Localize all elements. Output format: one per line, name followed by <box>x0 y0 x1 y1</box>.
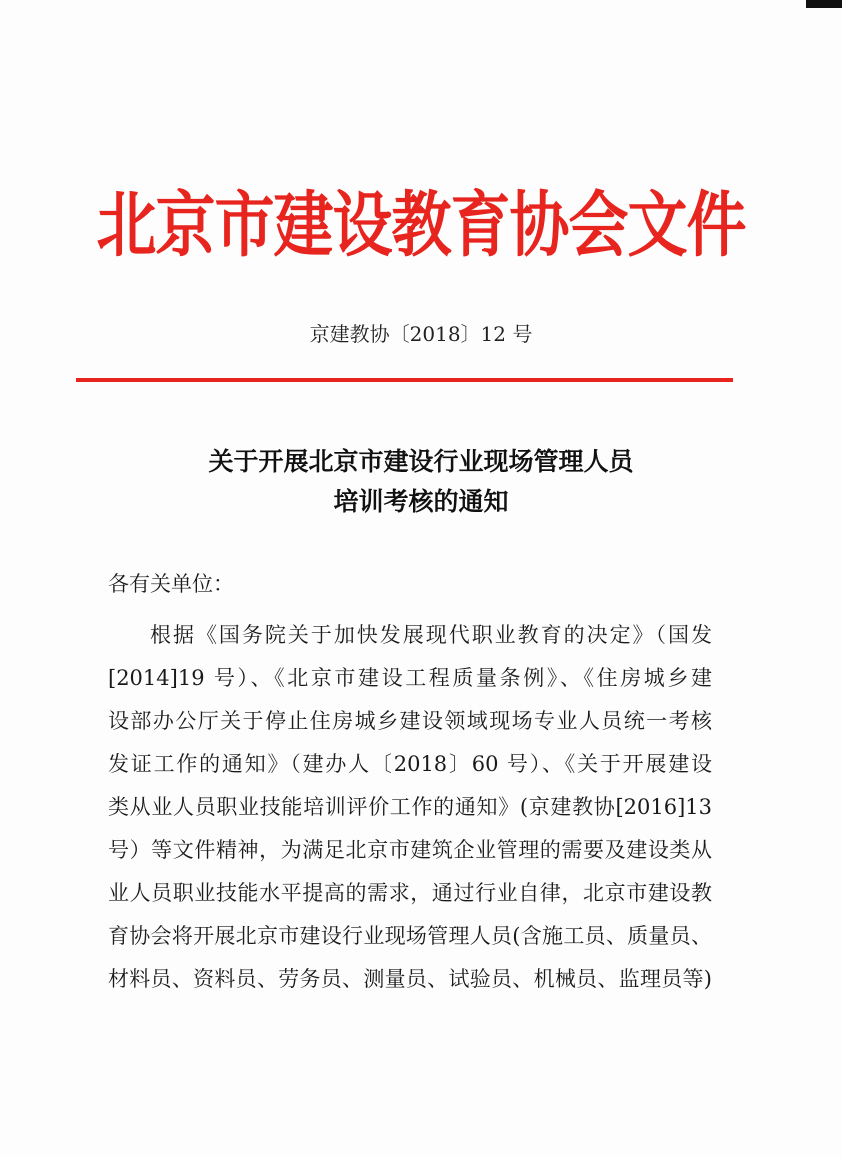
body-paragraph-line: 业人员职业技能水平提高的需求，通过行业自律，北京市建设教 <box>108 881 712 905</box>
body-paragraph-line: 号）等文件精神，为满足北京市建筑企业管理的需要及建设类从 <box>108 838 712 862</box>
red-divider-line <box>76 378 733 382</box>
body-paragraph-line: 发证工作的通知》（建办人〔2018〕60 号）、《关于开展建设 <box>108 752 712 776</box>
document-number: 京建教协〔2018〕12 号 <box>309 322 533 346</box>
body-paragraph-line: 类从业人员职业技能培训评价工作的通知》(京建教协[2016]13 <box>108 795 712 819</box>
salutation: 各有关单位： <box>108 572 234 596</box>
scan-edge-mark <box>806 0 842 8</box>
document-header-title: 北京市建设教育协会文件 <box>96 184 746 268</box>
body-paragraph-line: 材料员、资料员、劳务员、测量员、试验员、机械员、监理员等) <box>108 967 712 991</box>
notice-title-line-1: 关于开展北京市建设行业现场管理人员 <box>208 447 634 476</box>
body-paragraph-line: [2014]19 号）、《北京市建设工程质量条例》、《住房城乡建 <box>108 666 712 690</box>
notice-title-line-2: 培训考核的通知 <box>333 487 509 516</box>
body-paragraph-line: 根据《国务院关于加快发展现代职业教育的决定》（国发 <box>150 623 712 647</box>
body-paragraph-line: 设部办公厅关于停止住房城乡建设领域现场专业人员统一考核 <box>108 709 712 733</box>
body-paragraph-line: 育协会将开展北京市建设行业现场管理人员(含施工员、质量员、 <box>108 924 712 948</box>
